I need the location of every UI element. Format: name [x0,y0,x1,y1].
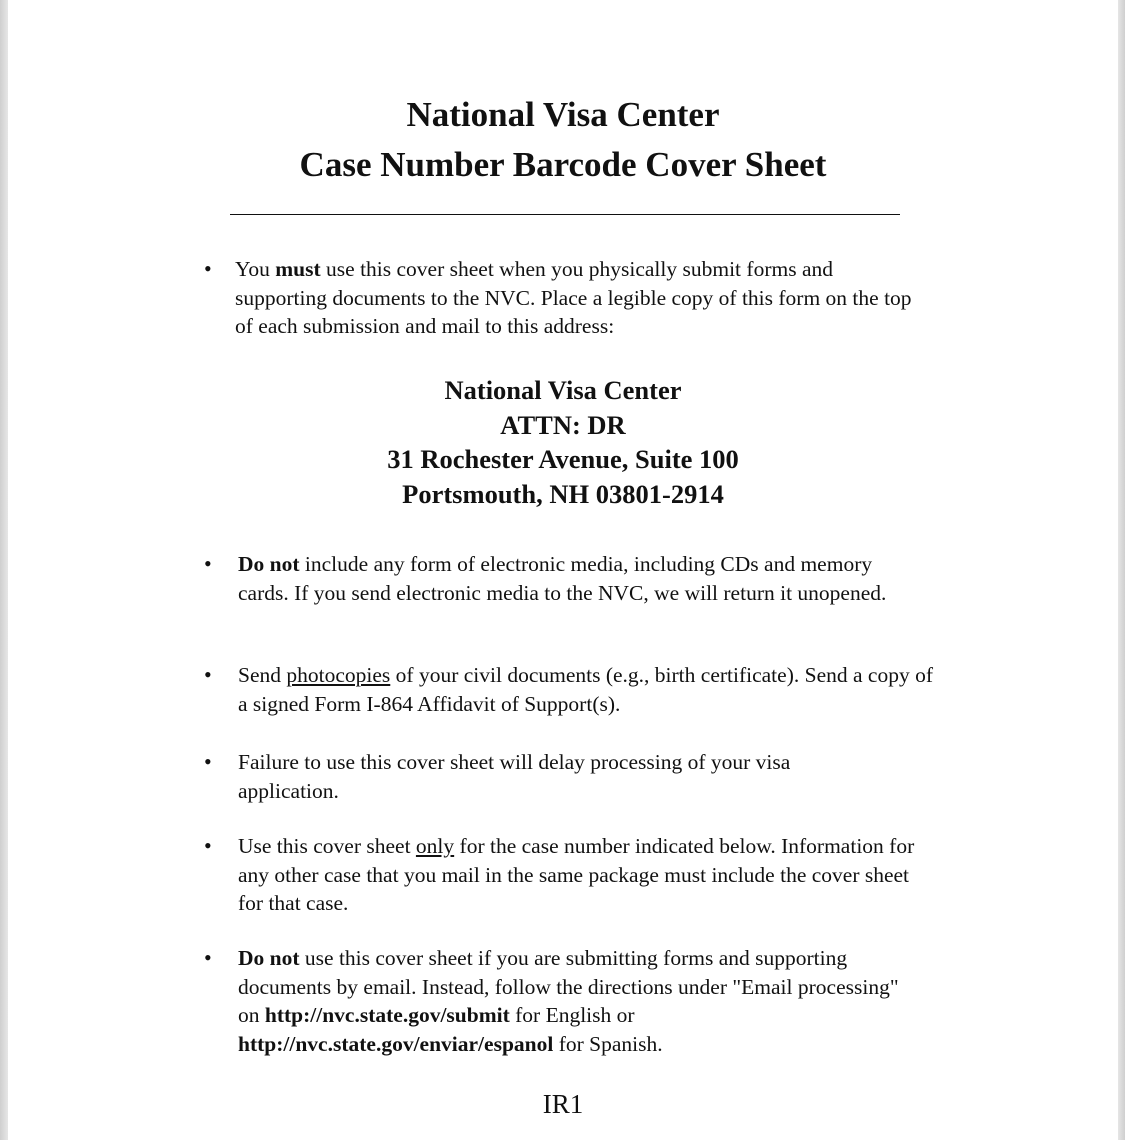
text-run: include any form of electronic media, including CDs and memory cards. If you send electronic media to the NVC, we will return it unopened. [238,552,887,605]
text-run: for the case number indicated below. Information for any other case that you mail in the same package must include the cover sheet for that case. [238,834,915,915]
address-line-1: National Visa Center [444,375,682,405]
text-run: use this cover sheet when you physically submit forms and supporting documents to the NVC. Place a legible copy of this form on the top of each submission and mail to this address: [235,257,912,338]
text-run: for Spanish. [553,1031,663,1056]
viewer-left-margin [0,0,8,1140]
bullet-marker: • [204,945,212,970]
address-line-4: Portsmouth, NH 03801-2914 [402,478,724,509]
mailing-address [8,373,1118,511]
visa-category-code: IR1 [542,1089,584,1119]
text-run: Send [238,663,287,687]
instruction-use-only-for-case [238,832,918,918]
text-run: You [235,257,276,281]
address-line-3: 31 Rochester Avenue, Suite 100 [387,444,739,474]
title-separator-line [230,214,900,215]
text-run: use this cover sheet if you are submitting forms and supporting documents by email. Instead, follow the directions under "Email processing" on [238,946,899,1027]
submit-url-spanish: http://nvc.state.gov/enviar/espanol [238,1031,554,1056]
viewer-right-margin [1118,0,1125,1140]
bullet-marker: • [204,833,212,858]
text-run: Use this cover sheet [238,834,416,858]
instruction-must-use-cover-sheet [235,255,915,341]
document-title-line-2: Case Number Barcode Cover Sheet [299,145,827,184]
emphasis-do-not: Do not [238,552,300,576]
bullet-marker: • [204,256,212,281]
instruction-email-submission [238,944,923,1058]
bullet-marker: • [204,749,212,774]
text-run: for English or [509,1003,635,1027]
submit-url-english: http://nvc.state.gov/submit [264,1003,510,1027]
document-title-line-1: National Visa Center [406,95,720,134]
bullet-marker: • [204,551,212,576]
text-run: of your civil documents (e.g., birth certificate). Send a copy of a signed Form I-864 Affidavit of Support(s). [238,663,933,716]
address-line-2: ATTN: DR [500,409,626,440]
underlined-photocopies: photocopies [286,663,391,687]
underlined-only: only [415,834,455,858]
document-page [8,0,1118,1140]
instruction-no-electronic-media [238,550,923,607]
emphasis-do-not: Do not [238,946,300,970]
emphasis-must: must [275,257,321,281]
bullet-marker: • [204,662,212,687]
instruction-failure-delays-processing: Failure to use this cover sheet will delay processing of your visa application. [238,750,791,803]
instruction-send-photocopies [238,661,938,718]
